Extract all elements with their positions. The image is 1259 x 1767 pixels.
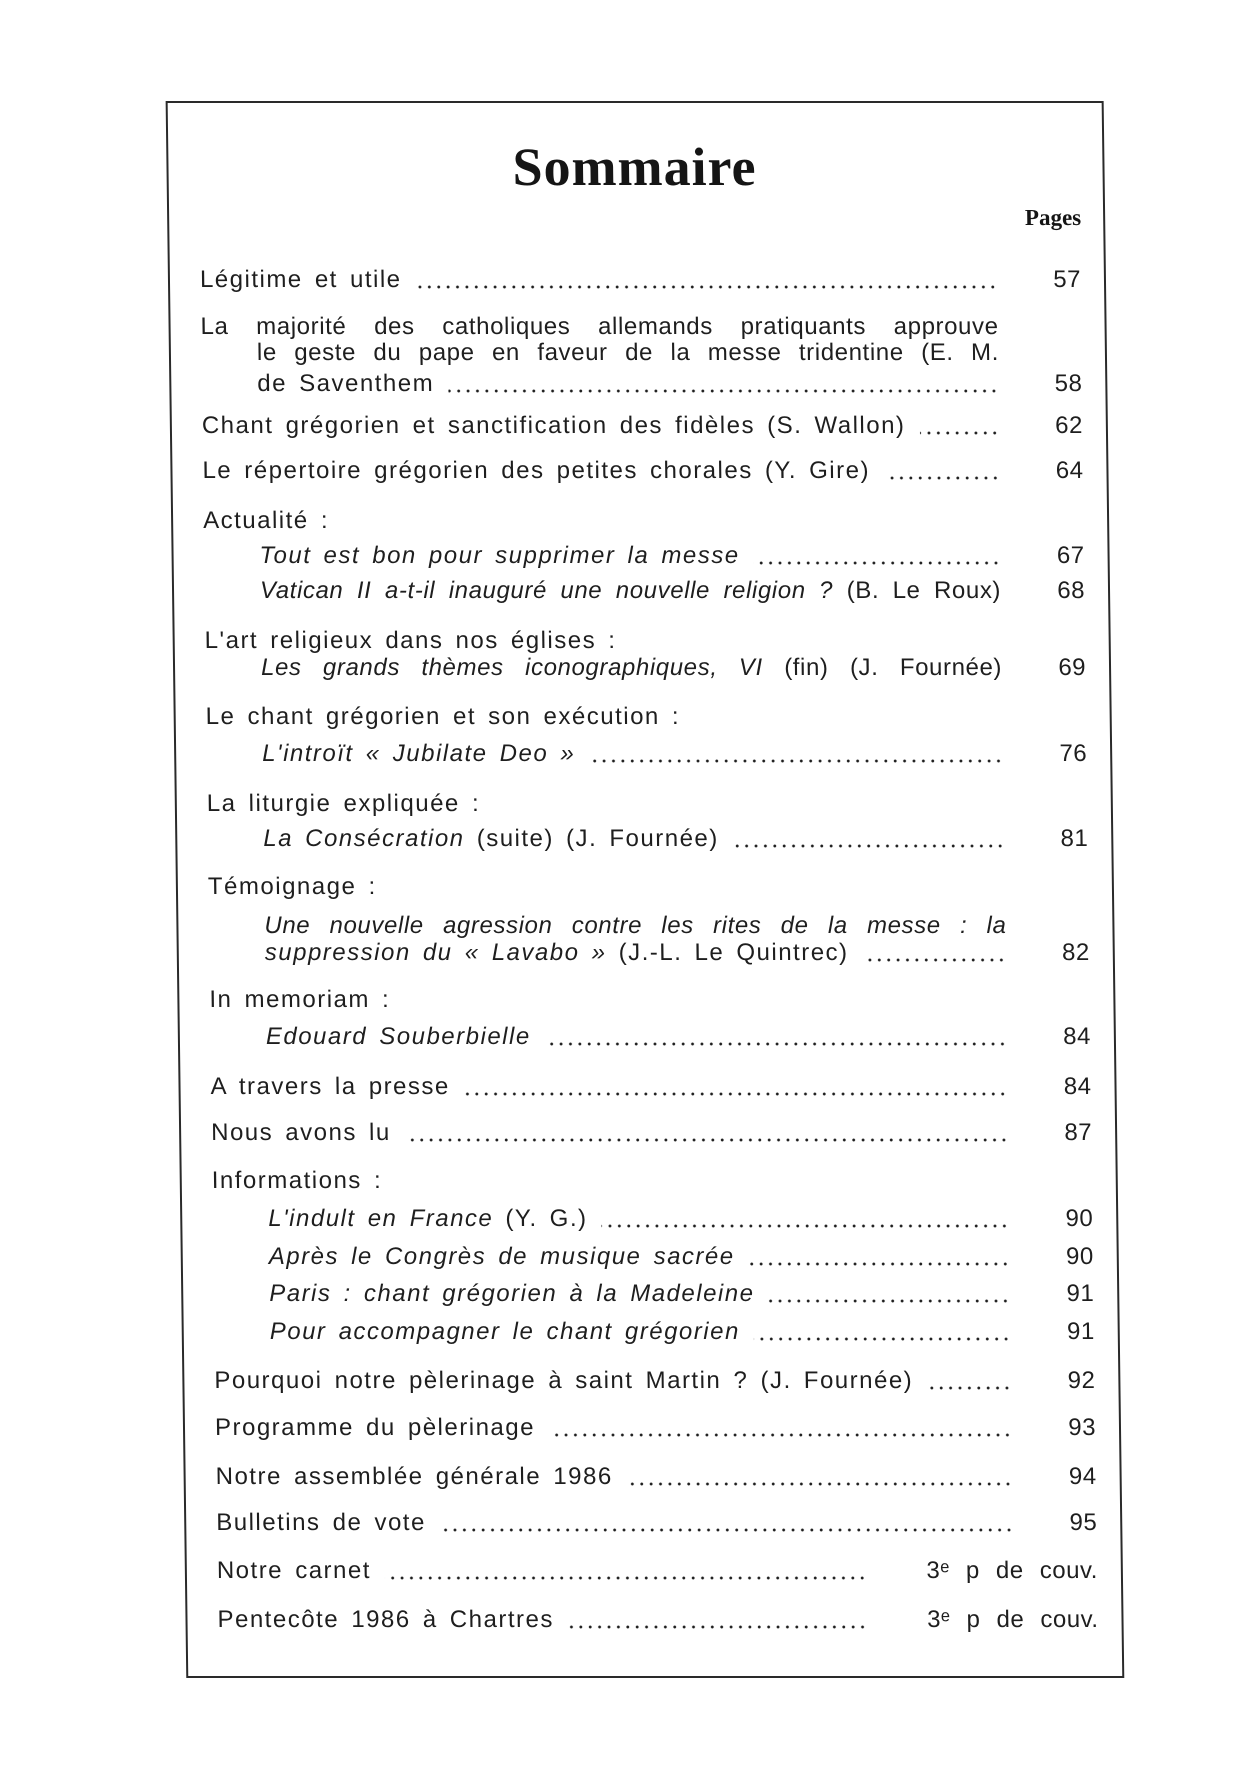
entry-title-italic: Pour accompagner le chant grégorien [269,1318,740,1345]
toc-sub-entry [268,1205,1093,1233]
toc-sub-entry [270,1318,1095,1346]
page-number: 81 [1060,825,1089,852]
entry-title [263,825,719,853]
toc-sub-entry-line [264,912,1006,940]
toc-sub-entry [259,542,1084,570]
dot-leader [549,1432,1012,1438]
page-reference: 3ᵉ p de couv. [926,1606,1099,1633]
entry-title [270,1318,740,1346]
entry-title-continued [265,939,849,967]
entry-title: A travers la presse [210,1073,450,1100]
toc-entry-line [257,339,999,367]
entry-author: (suite) (J. Fournée) [476,825,719,852]
toc-entry [214,1367,1095,1395]
entry-title [266,1023,531,1051]
dot-leader [884,475,1000,481]
dot-leader [416,284,997,290]
toc-entry [217,1606,1098,1634]
section-title: In memoriam : [209,986,391,1013]
entry-title [259,542,739,570]
toc-entry-line [257,370,1082,398]
toc-entry [215,1414,1096,1442]
toc-entry [200,266,1081,294]
dot-leader [754,560,1001,566]
entry-title [260,577,1001,605]
page-number: 92 [1067,1367,1096,1394]
entry-title [269,1280,755,1308]
entry-title-continued: le geste du pape en faveur de la messe tridentine (E. M. [256,339,1000,366]
entry-title [269,1243,735,1271]
section-title: Le chant grégorien et son exécution : [205,703,681,730]
entry-author: (fin) (J. Fournée) [784,654,1003,681]
toc-sub-entry-line [265,939,1090,967]
section-title: L'art religieux dans nos églises : [204,627,617,654]
entry-title-italic: Après le Congrès de musique sacrée [268,1243,735,1270]
toc-entry [210,1073,1091,1101]
toc-entry [217,1557,1098,1585]
toc-entry [211,1119,1092,1147]
page-number: 67 [1056,542,1085,569]
page-number: 62 [1054,412,1084,439]
entry-title [264,912,1006,940]
page-number: 95 [1069,1509,1098,1536]
entry-title [262,740,575,768]
toc-sub-entry [261,654,1086,682]
entry-title: Programme du pèlerinage [214,1414,536,1441]
entry-title: Le répertoire grégorien des petites chorales (Y. Gire) [202,457,871,484]
dot-leader [405,1137,1008,1143]
dot-leader [589,758,1003,764]
entry-title: Nous avons lu [210,1119,391,1146]
toc-section-heading [206,703,1087,731]
section-title: Témoignage : [207,873,377,900]
page-number: 58 [1054,370,1083,397]
toc-section-heading [212,1167,1093,1195]
entry-title-italic: Une nouvelle agression contre les rites de la messe : la [264,912,1007,939]
pages-column-label: Pages [1024,205,1082,230]
dot-leader [440,1527,1013,1533]
page-number: 76 [1059,740,1088,767]
dot-leader [863,957,1006,963]
toc-entry [202,457,1083,485]
dot-leader [545,1041,1007,1047]
entry-author: (B. Le Roux) [846,577,1002,604]
toc-entry-line [200,313,998,341]
dot-leader [769,1298,1011,1304]
entry-title-italic: Paris : chant grégorien à la Madeleine [269,1280,755,1307]
page-number: 90 [1065,1243,1094,1270]
dot-leader [627,1481,1013,1487]
page-number: 82 [1061,939,1090,966]
dot-leader [568,1624,868,1630]
toc-section-heading [207,790,1088,818]
entry-title-italic: Vatican II a-t-il inauguré une nouvelle religion ? [259,577,834,604]
dot-leader [754,1336,1011,1342]
entry-title-italic: Edouard Souberbielle [265,1023,531,1050]
toc-entry [215,1463,1096,1491]
entry-title-italic: La Consécration [263,825,465,852]
dot-leader [448,388,998,394]
dot-leader [464,1091,1008,1097]
entry-title: Chant grégorien et sanctification des fidèles (S. Wallon) [201,412,906,439]
entry-title-italic: Les grands thèmes iconographiques, VI [260,654,763,681]
dot-leader [733,843,1005,849]
toc-sub-entry [263,825,1088,853]
toc-sub-entry [269,1243,1094,1271]
toc-sub-entry [269,1280,1094,1308]
page-number: 93 [1068,1414,1097,1441]
entry-title-italic: L'introït « Jubilate Deo » [261,740,576,767]
entry-title: Notre assemblée générale 1986 [215,1463,613,1490]
entry-title [268,1205,588,1233]
page-number: 87 [1064,1119,1093,1146]
dot-leader [385,1575,867,1581]
page-number: 94 [1068,1463,1097,1490]
page-title: Sommaire [512,137,757,197]
section-title: Informations : [211,1167,383,1194]
page-number: 64 [1055,457,1084,484]
entry-title-italic: Tout est bon pour supprimer la messe [259,542,740,569]
toc-section-heading [203,507,1084,535]
page-number: 91 [1066,1280,1095,1307]
page-number: 68 [1057,577,1086,604]
entry-title [261,654,1002,682]
entry-title-continued: de Saventhem [257,370,435,397]
entry-author: (J.-L. Le Quintrec) [618,939,849,966]
toc-section-heading [209,986,1090,1014]
toc-section-heading [205,627,1086,655]
page-number: 84 [1063,1073,1092,1100]
page-reference: 3ᵉ p de couv. [926,1557,1099,1584]
dot-leader [602,1223,1010,1229]
toc-sub-entry [266,1023,1091,1051]
entry-title: La majorité des catholiques allemands pratiquants approuve [200,313,999,340]
page-number: 69 [1058,654,1087,681]
toc-section-heading [208,873,1089,901]
page-number: 91 [1066,1318,1095,1345]
entry-title: Légitime et utile [199,266,402,293]
entry-title: Notre carnet [216,1557,372,1584]
page-number: 84 [1062,1023,1092,1050]
entry-title: Bulletins de vote [216,1509,427,1536]
dot-leader [749,1261,1010,1267]
entry-title: Pentecôte 1986 à Chartres [217,1606,555,1633]
entry-title-italic: suppression du « Lavabo » [264,939,607,966]
entry-author: (Y. G.) [505,1205,588,1232]
toc-entry [202,412,1083,440]
dot-leader [927,1385,1011,1391]
section-title: Actualité : [202,507,330,534]
page-number: 90 [1065,1205,1094,1232]
page-number: 57 [1053,266,1082,293]
entry-title: Pourquoi notre pèlerinage à saint Martin ? (J. Fournée) [214,1367,914,1394]
section-title: La liturgie expliquée : [206,790,481,817]
toc-sub-entry [260,577,1085,605]
toc-entry [216,1509,1097,1537]
entry-title-italic: L'indult en France [268,1205,494,1232]
toc-sub-entry [262,740,1087,768]
dot-leader [920,430,1000,436]
